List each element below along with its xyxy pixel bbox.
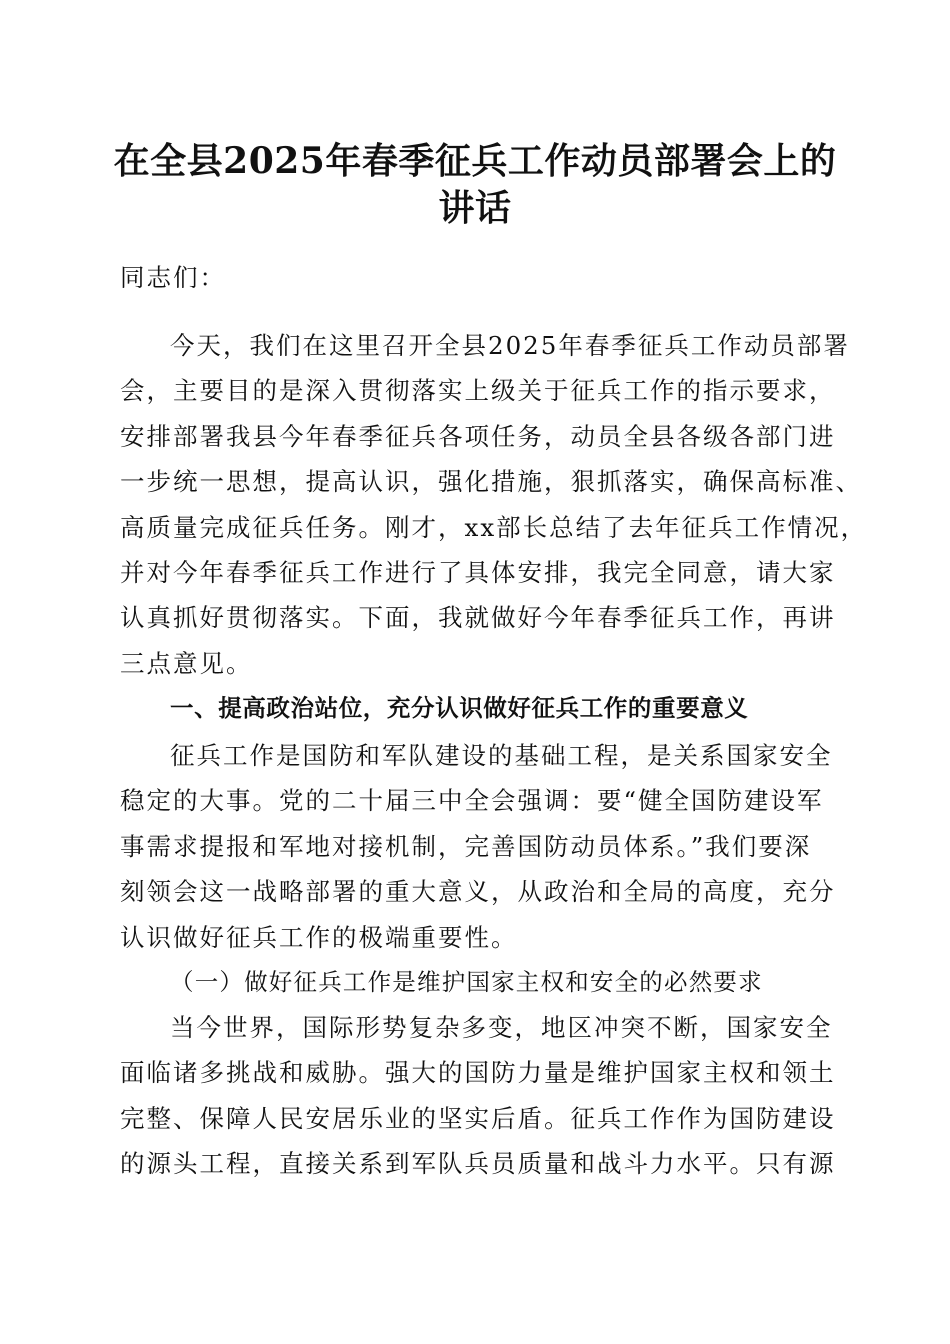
paragraph-line: 安排部署我县今年春季征兵各项任务，动员全县各级各部门进 <box>120 421 836 451</box>
paragraph-line: 三点意见。 <box>120 648 253 678</box>
subsection-heading-1: （一）做好征兵工作是维护国家主权和安全的必然要求 <box>170 968 763 996</box>
paragraph-line: 认识做好征兵工作的极端重要性。 <box>120 922 518 952</box>
paragraph-line: 稳定的大事。党的二十届三中全会强调：要“健全国防建设军 <box>120 786 824 816</box>
paragraph-line: 事需求提报和军地对接机制，完善国防动员体系。”我们要深 <box>120 831 812 861</box>
paragraph-line: 征兵工作是国防和军队建设的基础工程，是关系国家安全 <box>170 741 833 770</box>
section-heading-1: 一、提高政治站位，充分认识做好征兵工作的重要意义 <box>170 694 749 722</box>
paragraph-line: 的源头工程，直接关系到军队兵员质量和战斗力水平。只有源 <box>120 1149 836 1179</box>
document-title-line-1: 在全县2025年春季征兵工作动员部署会上的 <box>113 140 837 182</box>
paragraph-security <box>120 1005 836 1187</box>
paragraph-line: 认真抓好贯彻落实。下面，我就做好今年春季征兵工作，再讲 <box>120 603 836 633</box>
paragraph-line: 会，主要目的是深入贯彻落实上级关于征兵工作的指示要求， <box>120 376 836 406</box>
salutation: 同志们： <box>120 263 226 292</box>
paragraph-line: 完整、保障人民安居乐业的坚实后盾。征兵工作作为国防建设 <box>120 1103 836 1133</box>
paragraph-line: 今天，我们在这里召开全县2025年春季征兵工作动员部署 <box>170 331 850 360</box>
document-title-line-2: 讲话 <box>438 187 512 229</box>
paragraph-significance <box>120 733 836 960</box>
paragraph-intro <box>120 323 868 686</box>
paragraph-line: 当今世界，国际形势复杂多变，地区冲突不断，国家安全 <box>170 1013 833 1042</box>
paragraph-line: 面临诸多挑战和威胁。强大的国防力量是维护国家主权和领土 <box>120 1058 836 1088</box>
paragraph-line: 一步统一思想，提高认识，强化措施，狠抓落实，确保高标准、 <box>120 467 862 497</box>
paragraph-line: 并对今年春季征兵工作进行了具体安排，我完全同意，请大家 <box>120 557 836 587</box>
paragraph-line: 刻领会这一战略部署的重大意义，从政治和全局的高度，充分 <box>120 877 836 907</box>
paragraph-line: 高质量完成征兵任务。刚才，xx部长总结了去年征兵工作情况， <box>120 512 868 542</box>
